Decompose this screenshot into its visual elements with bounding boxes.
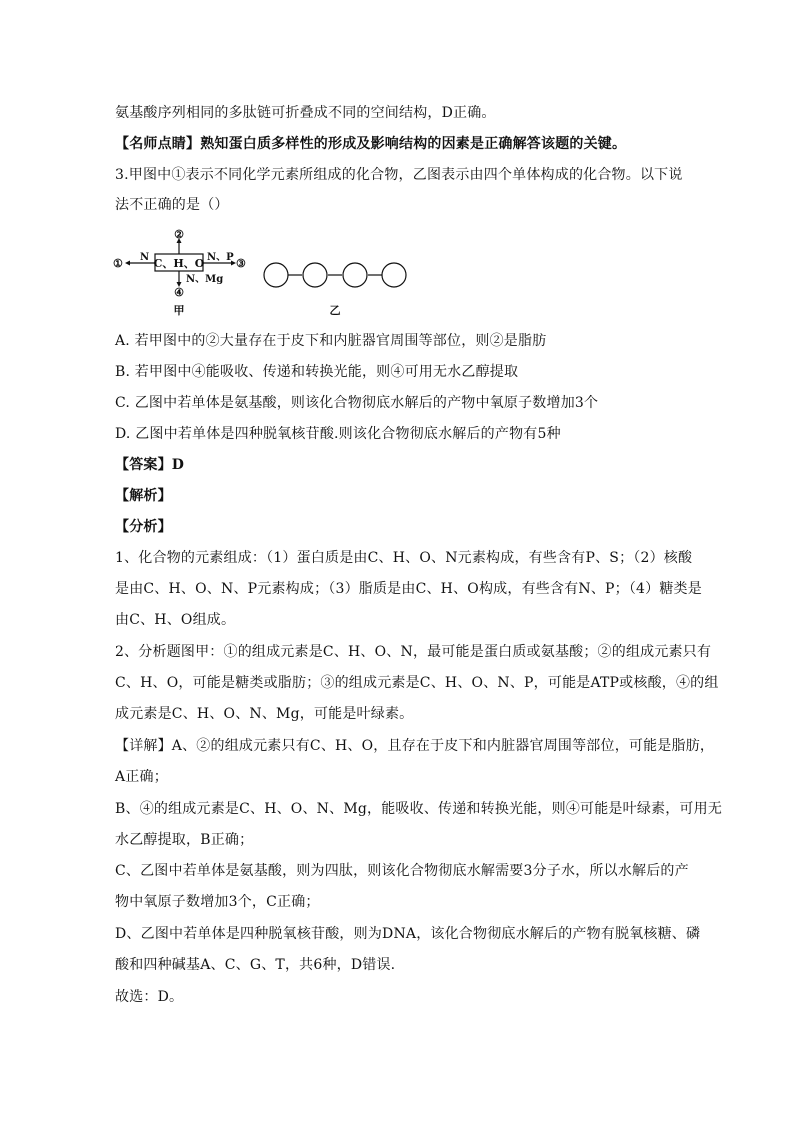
diagram-yi-caption: 乙 xyxy=(329,304,341,317)
detail-a: 【详解】A、②的组成元素只有C、H、O，且存在于皮下和内脏器官周围等部位，可能是脂肪， xyxy=(115,738,715,754)
detail-d: D、乙图中若单体是四种脱氧核苷酸，则为DNA，该化合物彻底水解后的产物有脱氧核糖、磷 xyxy=(115,926,701,942)
intro-text: 氨基酸序列相同的多肽链可折叠成不同的空间结构，D正确。 xyxy=(115,105,496,121)
option-d: D. 乙图中若单体是四种脱氧核苷酸.则该化合物彻底水解后的产物有5种 xyxy=(115,426,561,442)
label-4: ④ xyxy=(174,286,184,299)
diagram-jia xyxy=(112,226,250,318)
diagram-yi xyxy=(262,258,408,318)
analysis-p2-cont: C、H、O，可能是糖类或脂肪；③的组成元素是C、H、O、N、P，可能是ATP或核酸，④的组 xyxy=(115,675,719,691)
question-stem-cont: 法不正确的是（） xyxy=(115,197,229,213)
label-2: ② xyxy=(174,228,184,241)
analysis-p1-end: 由C、H、O组成。 xyxy=(115,612,236,628)
option-c: C. 乙图中若单体是氨基酸，则该化合物彻底水解后的产物中氧原子数增加3个 xyxy=(115,395,599,411)
monomer-1 xyxy=(264,263,288,287)
analysis-header: 【解析】 xyxy=(115,488,172,504)
question-stem: 3.甲图中①表示不同化学元素所组成的化合物，乙图表示由四个单体构成的化合物。以下说 xyxy=(115,167,683,183)
monomer-4 xyxy=(382,263,406,287)
analysis-p1: 1、化合物的元素组成：（1）蛋白质是由C、H、O、N元素构成，有些含有P、S；（2）核酸 xyxy=(115,550,693,566)
analysis-subheader: 【分析】 xyxy=(115,519,172,535)
analysis-p2-end: 成元素是C、H、O、N、Mg，可能是叶绿素。 xyxy=(115,706,414,722)
option-a: A. 若甲图中的②大量存在于皮下和内脏器官周围等部位，则②是脂肪 xyxy=(115,333,547,349)
detail-a-cont: A正确； xyxy=(115,769,168,785)
analysis-p1-cont: 是由C、H、O、N、P元素构成；（3）脂质是由C、H、O构成，有些含有N、P；（4）糖类是 xyxy=(115,581,702,597)
diagram-jia-caption: 甲 xyxy=(173,304,185,317)
monomer-2 xyxy=(303,263,327,287)
monomer-3 xyxy=(343,263,367,287)
label-1: ① xyxy=(113,257,123,270)
analysis-p2: 2、分析题图甲：①的组成元素是C、H、O、N，最可能是蛋白质或氨基酸；②的组成元素只有 xyxy=(115,644,712,660)
conclusion: 故选：D。 xyxy=(115,989,184,1005)
detail-d-cont: 酸和四种碱基A、C、G、T，共6种，D错误. xyxy=(115,957,396,973)
answer: 【答案】D xyxy=(115,457,185,473)
detail-b: B、④的组成元素是C、H、O、N、Mg，能吸收、传递和转换光能，则④可能是叶绿素，可用无 xyxy=(115,801,723,817)
bottom-elements: N、Mg xyxy=(186,274,224,285)
center-elements: C、H、O xyxy=(153,257,205,270)
teacher-tip: 【名师点睛】熟知蛋白质多样性的形成及影响结构的因素是正确解答该题的关键。 xyxy=(115,136,627,152)
detail-c-cont: 物中氧原子数增加3个，C正确； xyxy=(115,894,320,910)
right-elements: N、P xyxy=(207,252,234,263)
left-elements: N xyxy=(140,252,150,263)
detail-c: C、乙图中若单体是氨基酸，则为四肽，则该化合物彻底水解需要3分子水，所以水解后的产 xyxy=(115,863,689,879)
arrow-left-head xyxy=(125,261,130,266)
detail-b-cont: 水乙醇提取，B正确； xyxy=(115,832,254,848)
option-b: B. 若甲图中④能吸收、传递和转换光能，则④可用无水乙醇提取 xyxy=(115,364,519,380)
label-3: ③ xyxy=(236,257,246,270)
